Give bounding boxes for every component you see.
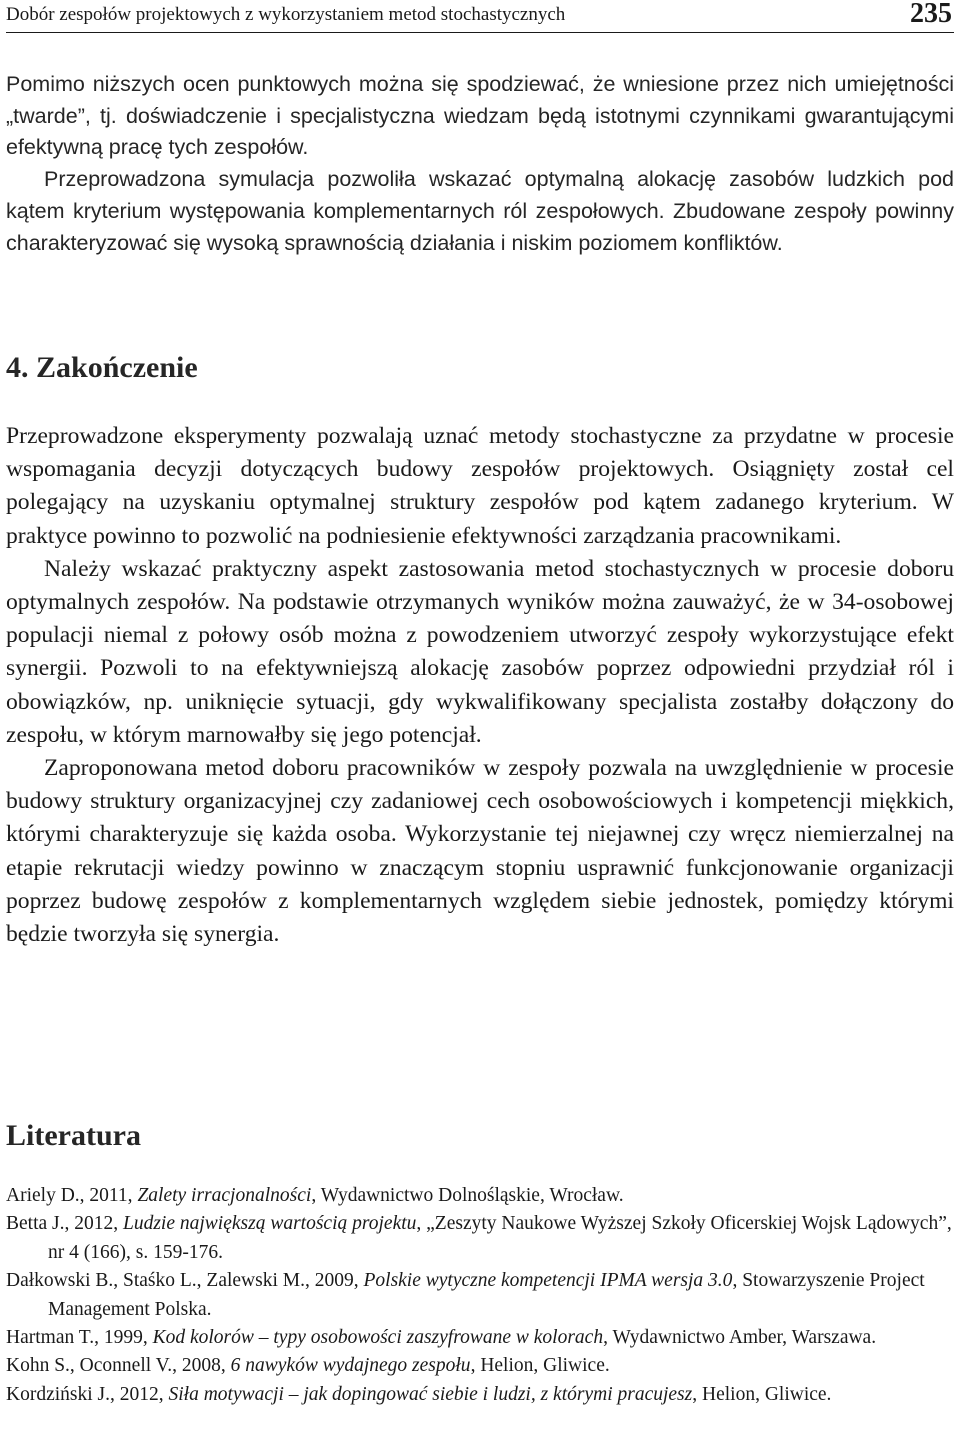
reference-publisher: , „Zeszyty Naukowe Wyższej Szkoły Oficerskiej Wojsk Lądowych”, nr 4 (166), s. 159-176. xyxy=(48,1213,952,1263)
reference-title: Kod kolorów – typy osobowości zaszyfrowane w kolorach xyxy=(152,1327,604,1349)
reference-authors: Betta J., 2012, xyxy=(6,1213,123,1235)
reference-item xyxy=(6,1352,954,1380)
reference-authors: Kohn S., Oconnell V., 2008, xyxy=(6,1355,231,1377)
intro-paragraph: Przeprowadzona symulacja pozwoliła wskazać optymalną alokację zasobów ludzkich pod kątem kryterium występowania komplementarnych ról zespołowych. Zbudowane zespoły powinny charakteryzować się wysoką sprawnością działania i niskim poziomem konfliktów. xyxy=(6,167,954,255)
running-title: Dobór zespołów projektowych z wykorzystaniem metod stochastycznych xyxy=(6,4,566,25)
running-header xyxy=(6,0,954,33)
conclusion-body xyxy=(6,420,954,951)
intro-paragraph: Pomimo niższych ocen punktowych można się spodziewać, że wniesione przez nich umiejętności „twarde”, tj. doświadczenie i specjalistyczna wiedzam będą istotnymi czynnikami gwarantującymi efektywną pracę tych zespołów. xyxy=(6,72,954,160)
literature-heading: Literatura xyxy=(6,1119,141,1152)
reference-item xyxy=(6,1267,954,1324)
reference-authors: Ariely D., 2011, xyxy=(6,1185,138,1206)
reference-title: Zalety irracjonalności xyxy=(137,1185,312,1206)
reference-publisher: , Stowarzyszenie Project Management Polska. xyxy=(48,1270,925,1320)
reference-title: Polskie wytyczne kompetencji IPMA wersja 3.0 xyxy=(363,1270,733,1292)
reference-authors: Hartman T., 1999, xyxy=(6,1327,153,1349)
reference-title: Siła motywacji – jak dopingować siebie i ludzi, z którymi pracujesz xyxy=(168,1383,693,1405)
reference-item xyxy=(6,1182,954,1210)
reference-publisher: , Wydawnictwo Dolnośląskie, Wrocław. xyxy=(311,1185,624,1206)
conclusion-paragraph: Należy wskazać praktyczny aspekt zastosowania metod stochastycznych w procesie doboru optymalnych zespołów. Na podstawie otrzymanych wyników można zauważyć, że w 34-osobowej populacji niemal z połowy osób można z powodzeniem utworzyć zespoły wykorzystujące efekt synergii. Pozwoli to na efektywniejszą alokację zasobów poprzez odpowiedni przydział ról i obowiązków, np. uniknięcie sytuacji, gdy wykwalifikowany specjalista zostałby dołączony do zespołu, w którym marnowałby się jego potencjał. xyxy=(6,555,954,748)
section-heading-conclusion: 4. Zakończenie xyxy=(6,351,198,384)
reference-publisher: , Wydawnictwo Amber, Warszawa. xyxy=(603,1327,877,1349)
reference-item xyxy=(6,1324,954,1352)
reference-authors: Dałkowski B., Staśko L., Zalewski M., 2009, xyxy=(6,1270,364,1292)
reference-authors: Kordziński J., 2012, xyxy=(6,1383,169,1405)
reference-item xyxy=(6,1381,954,1409)
page-number: 235 xyxy=(910,0,952,29)
reference-publisher: , Helion, Gliwice. xyxy=(692,1383,832,1405)
reference-publisher: , Helion, Gliwice. xyxy=(470,1355,610,1377)
conclusion-paragraph: Przeprowadzone eksperymenty pozwalają uznać metody stochastyczne za przydatne w procesie wspomagania decyzji dotyczących budowy zespołów projektowych. Osiągnięty został cel polegający na uzyskaniu optymalnej struktury zespołów pod kątem zadanego kryterium. W praktyce powinno to pozwolić na podniesienie efektywności zarządzania pracownikami. xyxy=(6,423,954,549)
conclusion-paragraph: Zaproponowana metod doboru pracowników w zespoły pozwala na uwzględnienie w procesie budowy struktury organizacyjnej czy zadaniowej cech osobowościowych i kompetencji miękkich, którymi charakteryzuje się każda osoba. Wykorzystanie tej niejawnej czy wręcz niemierzalnej na etapie rekrutacji wiedzy powinno w znaczącym stopniu usprawnić funkcjonowanie organizacji poprzez budowę zespołów z komplementarnych względem siebie jednostek, pomiędzy którymi będzie tworzyła się synergia. xyxy=(6,755,954,948)
reference-title: 6 nawyków wydajnego zespołu xyxy=(230,1355,471,1377)
intro-text xyxy=(6,69,954,259)
reference-title: Ludzie największą wartością projektu xyxy=(123,1213,417,1235)
reference-item xyxy=(6,1210,954,1267)
reference-list xyxy=(6,1182,954,1409)
